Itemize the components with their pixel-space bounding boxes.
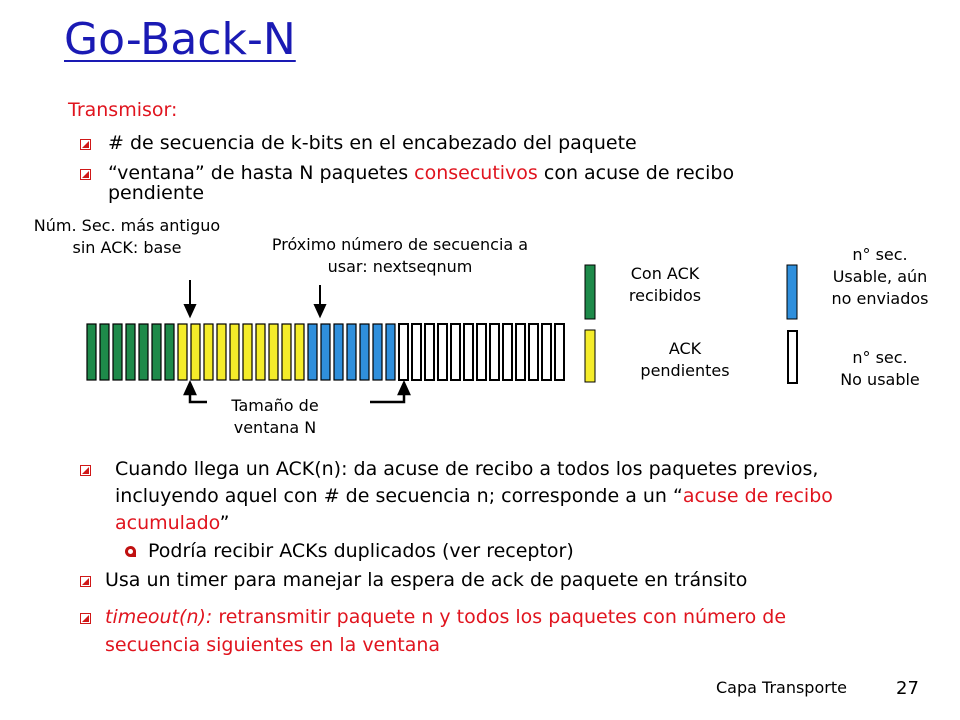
seq-bar-unusable <box>412 324 421 380</box>
bullet-icon <box>80 576 91 587</box>
seq-bar-unusable <box>477 324 486 380</box>
window-left-arrow <box>185 383 207 402</box>
seq-bar-pending <box>178 324 187 380</box>
nextseqnum-label: Próximo número de secuencia a usar: nextseqnum <box>271 235 529 276</box>
seq-bar-unusable <box>490 324 499 380</box>
bullet-icon <box>80 465 91 476</box>
sender-heading: Transmisor: <box>68 99 178 121</box>
bullet-text-continued: secuencia siguientes en la ventana <box>105 634 441 656</box>
bullet-text-continued: pendiente <box>108 182 205 204</box>
bullet-text: Cuando llega un ACK(n): da acuse de recibo a todos los paquetes previos, <box>115 458 819 480</box>
seq-bar-unusable <box>555 324 564 380</box>
slide-title: Go-Back-N <box>64 14 296 65</box>
seq-bar-acked <box>152 324 161 380</box>
bullet-text: Usa un timer para manejar la espera de ack de paquete en tránsito <box>105 569 748 591</box>
seq-bar-usable <box>386 324 395 380</box>
seq-bar-usable <box>321 324 330 380</box>
bullet-icon <box>80 613 91 624</box>
legend-usable-swatch <box>787 265 797 319</box>
base-arrow <box>185 280 195 316</box>
seq-bar-unusable <box>542 324 551 380</box>
seq-bar-pending <box>256 324 265 380</box>
bullet-text: “ventana” de hasta N paquetes consecutivos con acuse de recibo <box>108 162 735 184</box>
bullet-text-continued: incluyendo aquel con # de secuencia n; corresponde a un “acuse de recibo <box>115 485 833 507</box>
seq-bar-acked <box>126 324 135 380</box>
legend-acked-label: Con ACK recibidos <box>628 264 702 305</box>
seq-bar-pending <box>295 324 304 380</box>
footer-section: Capa Transporte <box>716 678 847 697</box>
window-size-label: Tamaño de ventana N <box>231 396 319 437</box>
seq-bar-pending <box>191 324 200 380</box>
legend-pending-label: ACK pendientes <box>640 339 730 380</box>
legend-acked-swatch <box>585 265 595 319</box>
seq-bar-usable <box>373 324 382 380</box>
seq-bar-pending <box>243 324 252 380</box>
seq-bar-unusable <box>503 324 512 380</box>
bullet-text-continued: acumulado” <box>115 512 230 534</box>
base-label: Núm. Sec. más antiguo sin ACK: base <box>33 216 221 257</box>
seq-bar-usable <box>308 324 317 380</box>
window-right-arrow <box>370 383 409 402</box>
page-number: 27 <box>896 678 919 699</box>
seq-bar-unusable <box>529 324 538 380</box>
seq-bar-unusable <box>399 324 408 380</box>
sub-bullet-text: Podría recibir ACKs duplicados (ver receptor) <box>148 540 574 562</box>
bullet-text: # de secuencia de k-bits en el encabezado del paquete <box>108 132 637 154</box>
legend-unusable-label: n° sec. No usable <box>840 348 920 389</box>
seq-bar-acked <box>139 324 148 380</box>
seq-bar-unusable <box>438 324 447 380</box>
seq-bar-usable <box>347 324 356 380</box>
seq-bar-unusable <box>464 324 473 380</box>
sub-bullet-icon <box>125 546 136 557</box>
seq-bar-pending <box>217 324 226 380</box>
seq-bar-pending <box>204 324 213 380</box>
seq-bar-acked <box>165 324 174 380</box>
seq-bar-pending <box>282 324 291 380</box>
seq-bar-unusable <box>425 324 434 380</box>
seq-bar-acked <box>113 324 122 380</box>
seq-bar-acked <box>100 324 109 380</box>
seq-bar-usable <box>334 324 343 380</box>
seq-bar-usable <box>360 324 369 380</box>
seq-bar-pending <box>230 324 239 380</box>
seq-bar-acked <box>87 324 96 380</box>
legend-unusable-swatch <box>788 331 797 383</box>
legend-pending-swatch <box>585 330 595 382</box>
nextseqnum-arrow <box>315 285 325 316</box>
seq-bar-pending <box>269 324 278 380</box>
seq-bar-unusable <box>516 324 525 380</box>
bullet-text: timeout(n): retransmitir paquete n y todos los paquetes con número de <box>105 606 787 628</box>
legend-usable-label: n° sec. Usable, aún no enviados <box>831 245 929 308</box>
seq-bar-unusable <box>451 324 460 380</box>
